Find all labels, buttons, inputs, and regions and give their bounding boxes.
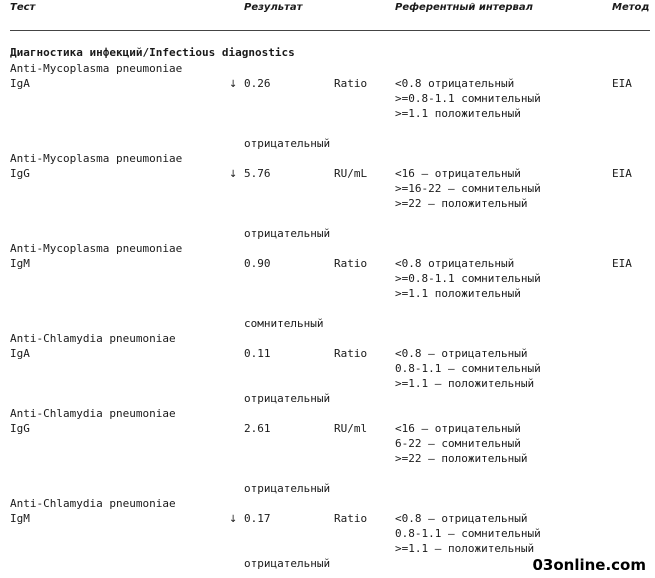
test-ig: IgA <box>10 77 30 90</box>
section-title: Диагностика инфекций/Infectious diagnostics <box>10 46 295 59</box>
header-result: Результат <box>244 2 303 13</box>
test-unit: RU/mL <box>334 167 368 180</box>
ref-line: >=1.1 положительный <box>395 287 521 300</box>
test-value: 5.76 <box>244 167 271 180</box>
ref-line: 0.8-1.1 – сомнительный <box>395 527 541 540</box>
test-value: 0.11 <box>244 347 271 360</box>
test-conclusion: отрицательный <box>244 557 331 570</box>
test-name: Anti-Chlamydia pneumoniae <box>10 497 176 510</box>
ref-line: >=16-22 – сомнительный <box>395 182 541 195</box>
test-unit: Ratio <box>334 257 368 270</box>
test-name: Anti-Mycoplasma pneumoniae <box>10 62 183 75</box>
test-conclusion: отрицательный <box>244 392 331 405</box>
test-method: EIA <box>612 77 632 90</box>
ref-line: >=1.1 – положительный <box>395 377 535 390</box>
ref-line: 6-22 – сомнительный <box>395 437 521 450</box>
ref-line: <0.8 – отрицательный <box>395 512 528 525</box>
ref-line: <0.8 отрицательный <box>395 77 515 90</box>
ref-line: <0.8 отрицательный <box>395 257 515 270</box>
ref-line: <16 – отрицательный <box>395 167 521 180</box>
test-unit: RU/ml <box>334 422 368 435</box>
ref-line: >=1.1 – положительный <box>395 542 535 555</box>
test-unit: Ratio <box>334 512 368 525</box>
ref-line: >=1.1 положительный <box>395 107 521 120</box>
ref-line: >=22 – положительный <box>395 197 528 210</box>
watermark-text: 03online.com <box>529 556 649 574</box>
test-ig: IgG <box>10 422 30 435</box>
test-name: Anti-Mycoplasma pneumoniae <box>10 152 183 165</box>
test-value: 2.61 <box>244 422 271 435</box>
test-name: Anti-Chlamydia pneumoniae <box>10 332 176 345</box>
ref-line: >=22 – положительный <box>395 452 528 465</box>
test-conclusion: сомнительный <box>244 317 324 330</box>
header-divider <box>10 30 650 31</box>
header-method: Метод <box>612 2 650 13</box>
low-flag-icon: ↓ <box>229 169 238 180</box>
test-method: EIA <box>612 257 632 270</box>
test-name: Anti-Mycoplasma pneumoniae <box>10 242 183 255</box>
test-conclusion: отрицательный <box>244 482 331 495</box>
test-name: Anti-Chlamydia pneumoniae <box>10 407 176 420</box>
low-flag-icon: ↓ <box>229 79 238 90</box>
test-conclusion: отрицательный <box>244 137 331 150</box>
ref-line: >=0.8-1.1 сомнительный <box>395 92 541 105</box>
header-test: Тест <box>10 2 36 13</box>
test-conclusion: отрицательный <box>244 227 331 240</box>
test-value: 0.90 <box>244 257 271 270</box>
test-ig: IgM <box>10 257 30 270</box>
low-flag-icon: ↓ <box>229 514 238 525</box>
ref-line: >=0.8-1.1 сомнительный <box>395 272 541 285</box>
test-ig: IgM <box>10 512 30 525</box>
ref-line: 0.8-1.1 – сомнительный <box>395 362 541 375</box>
test-unit: Ratio <box>334 77 368 90</box>
ref-line: <0.8 – отрицательный <box>395 347 528 360</box>
test-value: 0.26 <box>244 77 271 90</box>
header-reference: Референтный интервал <box>395 2 533 13</box>
ref-line: <16 – отрицательный <box>395 422 521 435</box>
test-ig: IgA <box>10 347 30 360</box>
test-method: EIA <box>612 167 632 180</box>
test-unit: Ratio <box>334 347 368 360</box>
test-value: 0.17 <box>244 512 271 525</box>
test-ig: IgG <box>10 167 30 180</box>
